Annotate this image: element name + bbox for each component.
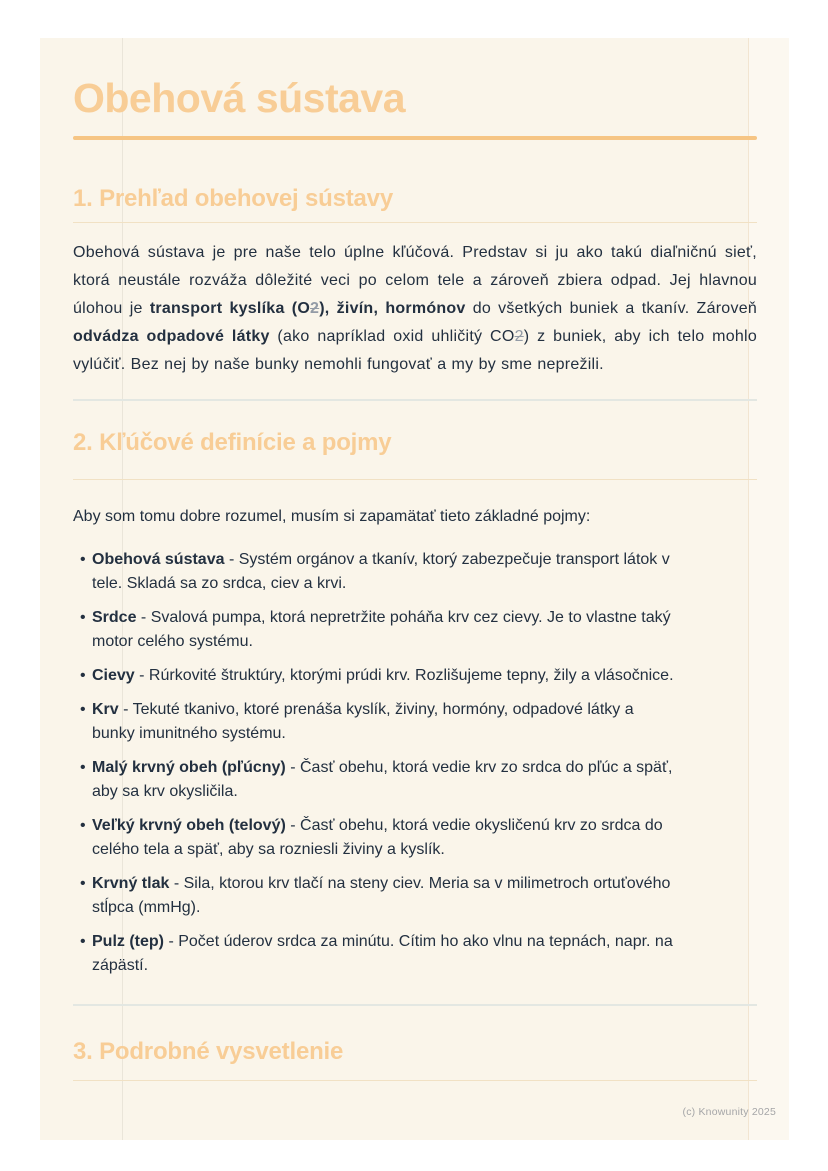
section-1-heading: 1. Prehľad obehovej sústavy [73, 185, 393, 212]
document-page [40, 38, 789, 1140]
section-1-heading-underline [73, 222, 757, 223]
definitions-list [73, 548, 757, 978]
list-item-text: Srdce - Svalová pumpa, ktorá nepretržite poháňa krv cez cievy. Je to vlastne taký motor celého systému. [92, 609, 671, 650]
list-item-text: Malý krvný obeh (pľúcny) - Časť obehu, ktorá vedie krv zo srdca do pľúc a späť, aby sa krv okysličila. [92, 759, 673, 800]
title-divider-bar [73, 136, 757, 140]
section-divider [73, 399, 757, 401]
section-3-heading: 3. Podrobné vysvetlenie [73, 1038, 344, 1065]
section-divider [73, 1004, 757, 1006]
list-item [80, 664, 678, 688]
section-3-heading-underline [73, 1080, 757, 1081]
page-title: Obehová sústava [73, 75, 406, 121]
list-item [80, 548, 678, 596]
list-item [80, 814, 678, 862]
list-item [80, 930, 678, 978]
list-item-text: Veľký krvný obeh (telový) - Časť obehu, ktorá vedie okysličenú krv zo srdca do celého tela a späť, aby sa rozniesli živiny a kyslík. [92, 817, 663, 858]
list-item-text: Pulz (tep) - Počet úderov srdca za minútu. Cítim ho ako vlnu na tepnách, napr. na zápästí. [92, 933, 673, 974]
list-item-text: Krv - Tekuté tkanivo, ktoré prenáša kyslík, živiny, hormóny, odpadové látky a bunky imunitného systému. [92, 701, 634, 742]
list-item-text: Cievy - Rúrkovité štruktúry, ktorými prúdi krv. Rozlišujeme tepny, žily a vlásočnice. [92, 667, 674, 684]
copyright-footer: (c) Knowunity 2025 [682, 1106, 776, 1118]
list-item [80, 756, 678, 804]
section-2-heading-underline [73, 479, 757, 480]
section-2-heading: 2. Kľúčové definície a pojmy [73, 429, 392, 456]
list-item [80, 872, 678, 920]
list-item [80, 698, 678, 746]
section-2-intro: Aby som tomu dobre rozumel, musím si zapamätať tieto základné pojmy: [73, 508, 591, 525]
list-item-text: Krvný tlak - Sila, ktorou krv tlačí na steny ciev. Meria sa v milimetroch ortuťového stĺpca (mmHg). [92, 875, 671, 916]
list-item [80, 606, 678, 654]
section-1-paragraph: Obehová sústava je pre naše telo úplne kľúčová. Predstav si ju ako takú diaľničnú sieť, ktorá neustále rozváža dôležité veci po celom tele a zároveň zbiera odpad. Jej hlavnou úlohou je transport kyslíka (O2), živín, hormónov do všetkých buniek a tkanív. Zároveň odvádza odpadové látky (ako napríklad oxid uhličitý CO2) z buniek, aby ich telo mohlo vylúčiť. Bez nej by naše bunky nemohli fungovať a my by sme neprežili. [73, 244, 758, 373]
list-item-text: Obehová sústava - Systém orgánov a tkanív, ktorý zabezpečuje transport látok v tele. Skladá sa zo srdca, ciev a krvi. [92, 551, 670, 592]
